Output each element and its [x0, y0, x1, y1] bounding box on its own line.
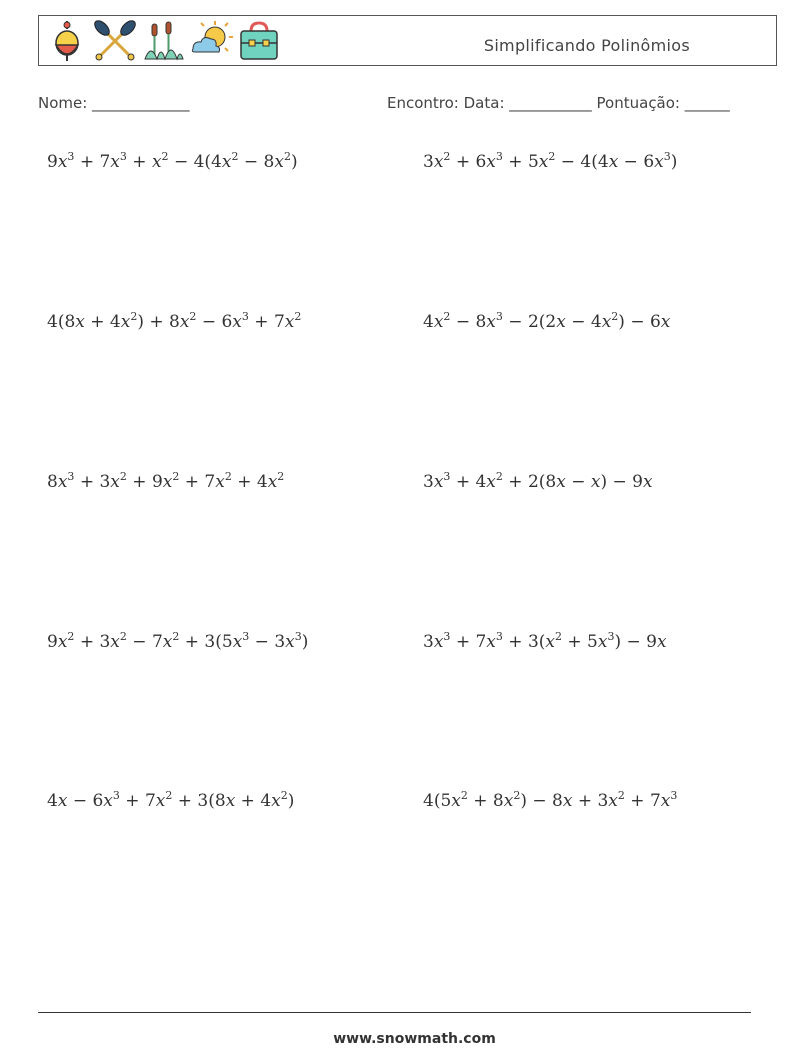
problem-5: $8x^3 + 3x^2 + 9x^2 + 7x^2 + 4x^2$	[47, 470, 285, 492]
sun-cloud-icon	[189, 19, 233, 63]
page-title: Simplificando Polinômios	[483, 36, 690, 55]
problem-6: $3x^3 + 4x^2 + 2(8x - x) - 9x$	[423, 470, 653, 492]
problem-9: $4x - 6x^3 + 7x^2 + 3(8x + 4x^2)$	[47, 789, 295, 811]
footer-divider	[38, 1012, 751, 1013]
problem-4: $4x^2 - 8x^3 - 2(2x - 4x^2) - 6x$	[423, 310, 671, 332]
problem-10: $4(5x^2 + 8x^2) - 8x + 3x^2 + 7x^3$	[423, 789, 678, 811]
tackle-box-icon	[237, 19, 281, 63]
header-icons	[45, 19, 281, 63]
worksheet-header	[38, 15, 777, 66]
cattails-icon	[141, 19, 185, 63]
problem-1: $9x^3 + 7x^3 + x^2 - 4(4x^2 - 8x^2)$	[47, 150, 298, 172]
footer-url: www.snowmath.com	[333, 1031, 496, 1047]
problem-7: $9x^2 + 3x^2 - 7x^2 + 3(5x^3 - 3x^3)$	[47, 630, 309, 652]
name-field-label: Nome: _____________	[38, 94, 190, 112]
fishing-bobber-icon	[45, 19, 89, 63]
crossed-oars-icon	[93, 19, 137, 63]
meeting-date-score-label: Encontro: Data: ___________ Pontuação: ______	[387, 94, 730, 112]
problem-3: $4(8x + 4x^2) + 8x^2 - 6x^3 + 7x^2$	[47, 310, 302, 332]
problem-2: $3x^2 + 6x^3 + 5x^2 - 4(4x - 6x^3)$	[423, 150, 678, 172]
problem-8: $3x^3 + 7x^3 + 3(x^2 + 5x^3) - 9x$	[423, 630, 667, 652]
